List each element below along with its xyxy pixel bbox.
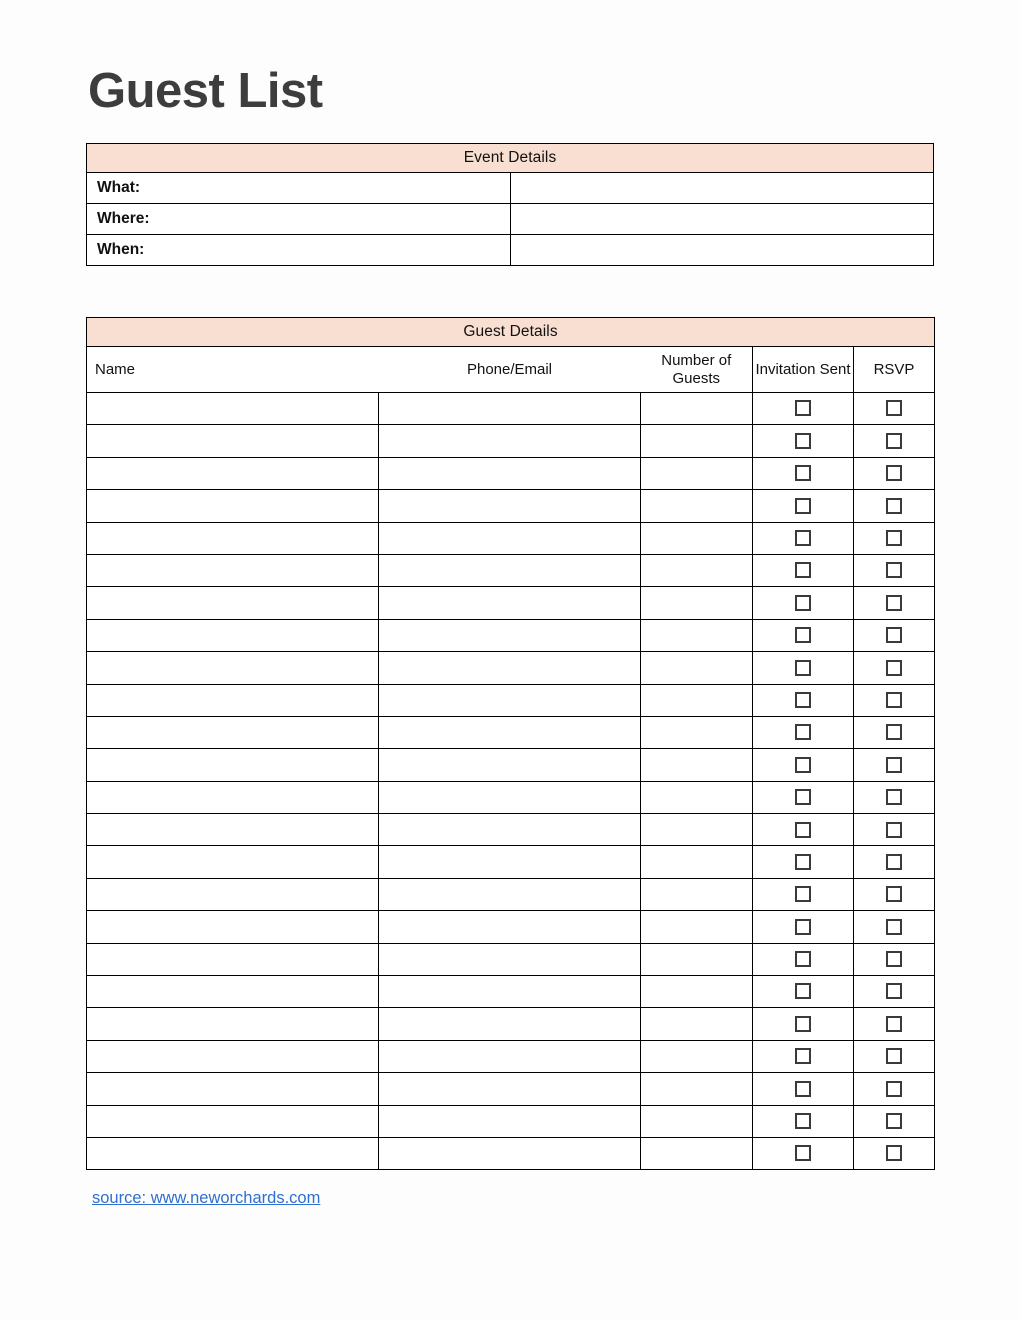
guest-cell-name[interactable]	[87, 522, 379, 554]
guest-cell-name[interactable]	[87, 878, 379, 910]
rsvp-checkbox[interactable]	[886, 595, 902, 611]
guest-cell-rsvp[interactable]	[854, 652, 935, 684]
guest-cell-rsvp[interactable]	[854, 393, 935, 425]
guest-cell-rsvp[interactable]	[854, 587, 935, 619]
guest-cell-rsvp[interactable]	[854, 1105, 935, 1137]
guest-cell-invitation[interactable]	[753, 457, 854, 489]
guest-cell-rsvp[interactable]	[854, 749, 935, 781]
invitation-sent-checkbox[interactable]	[795, 854, 811, 870]
guest-cell-rsvp[interactable]	[854, 619, 935, 651]
guest-cell-contact[interactable]	[379, 457, 641, 489]
event-row-what	[87, 173, 934, 204]
guest-column-header-row	[87, 347, 935, 393]
table-row	[87, 781, 935, 813]
rsvp-checkbox[interactable]	[886, 627, 902, 643]
guest-details-header-row	[87, 318, 935, 347]
invitation-sent-checkbox[interactable]	[795, 465, 811, 481]
guest-cell-invitation[interactable]	[753, 846, 854, 878]
guest-cell-contact[interactable]	[379, 749, 641, 781]
guest-cell-invitation[interactable]	[753, 1008, 854, 1040]
guest-cell-num_guests[interactable]	[641, 749, 753, 781]
event-value-where[interactable]	[510, 204, 934, 235]
guest-cell-num_guests[interactable]	[641, 587, 753, 619]
guest-cell-num_guests[interactable]	[641, 425, 753, 457]
guest-cell-name[interactable]	[87, 781, 379, 813]
guest-cell-contact[interactable]	[379, 1040, 641, 1072]
event-row-when	[87, 235, 934, 266]
guest-cell-num_guests[interactable]	[641, 716, 753, 748]
guest-cell-name[interactable]	[87, 846, 379, 878]
guest-cell-invitation[interactable]	[753, 1105, 854, 1137]
guest-cell-contact[interactable]	[379, 393, 641, 425]
invitation-sent-checkbox[interactable]	[795, 433, 811, 449]
guest-cell-num_guests[interactable]	[641, 1137, 753, 1169]
guest-cell-num_guests[interactable]	[641, 554, 753, 586]
guest-cell-num_guests[interactable]	[641, 457, 753, 489]
guest-cell-contact[interactable]	[379, 1008, 641, 1040]
invitation-sent-checkbox[interactable]	[795, 627, 811, 643]
guest-cell-num_guests[interactable]	[641, 943, 753, 975]
table-row	[87, 976, 935, 1008]
guest-cell-name[interactable]	[87, 814, 379, 846]
guest-cell-invitation[interactable]	[753, 393, 854, 425]
table-row	[87, 554, 935, 586]
table-row	[87, 1137, 935, 1169]
rsvp-checkbox[interactable]	[886, 789, 902, 805]
guest-cell-invitation[interactable]	[753, 781, 854, 813]
guest-cell-invitation[interactable]	[753, 716, 854, 748]
guest-cell-invitation[interactable]	[753, 684, 854, 716]
guest-cell-contact[interactable]	[379, 943, 641, 975]
invitation-sent-checkbox[interactable]	[795, 724, 811, 740]
invitation-sent-checkbox[interactable]	[795, 1016, 811, 1032]
guest-cell-rsvp[interactable]	[854, 846, 935, 878]
event-details-body	[87, 144, 934, 266]
guest-cell-rsvp[interactable]	[854, 1008, 935, 1040]
guest-cell-rsvp[interactable]	[854, 1040, 935, 1072]
guest-cell-rsvp[interactable]	[854, 522, 935, 554]
table-row	[87, 878, 935, 910]
event-details-table	[86, 143, 934, 266]
rsvp-checkbox[interactable]	[886, 854, 902, 870]
guest-cell-num_guests[interactable]	[641, 652, 753, 684]
invitation-sent-checkbox[interactable]	[795, 919, 811, 935]
guest-cell-contact[interactable]	[379, 1137, 641, 1169]
rsvp-checkbox[interactable]	[886, 660, 902, 676]
guest-cell-rsvp[interactable]	[854, 976, 935, 1008]
rsvp-checkbox[interactable]	[886, 1145, 902, 1161]
rsvp-checkbox[interactable]	[886, 530, 902, 546]
table-row	[87, 457, 935, 489]
guest-cell-num_guests[interactable]	[641, 619, 753, 651]
table-row	[87, 943, 935, 975]
guest-cell-num_guests[interactable]	[641, 490, 753, 522]
invitation-sent-checkbox[interactable]	[795, 595, 811, 611]
rsvp-checkbox[interactable]	[886, 498, 902, 514]
page-title: Guest List	[88, 64, 323, 118]
guest-cell-contact[interactable]	[379, 1073, 641, 1105]
guest-cell-num_guests[interactable]	[641, 878, 753, 910]
rsvp-checkbox[interactable]	[886, 465, 902, 481]
event-value-when[interactable]	[510, 235, 934, 266]
guest-cell-name[interactable]	[87, 911, 379, 943]
table-row	[87, 684, 935, 716]
guest-details-header: Guest Details	[87, 318, 935, 347]
guest-cell-rsvp[interactable]	[854, 457, 935, 489]
table-row	[87, 1073, 935, 1105]
guest-cell-invitation[interactable]	[753, 587, 854, 619]
rsvp-checkbox[interactable]	[886, 724, 902, 740]
column-header-number-of-guests: Number of Guests	[641, 347, 753, 393]
guest-cell-name[interactable]	[87, 1137, 379, 1169]
event-details-header-row	[87, 144, 934, 173]
rsvp-checkbox[interactable]	[886, 983, 902, 999]
guest-cell-invitation[interactable]	[753, 878, 854, 910]
table-row	[87, 814, 935, 846]
guest-cell-contact[interactable]	[379, 878, 641, 910]
table-row	[87, 911, 935, 943]
guest-cell-invitation[interactable]	[753, 1137, 854, 1169]
guest-cell-name[interactable]	[87, 619, 379, 651]
column-header-phone-email: Phone/Email	[379, 347, 641, 393]
guest-cell-invitation[interactable]	[753, 522, 854, 554]
guest-cell-rsvp[interactable]	[854, 814, 935, 846]
invitation-sent-checkbox[interactable]	[795, 983, 811, 999]
invitation-sent-checkbox[interactable]	[795, 660, 811, 676]
guest-cell-contact[interactable]	[379, 522, 641, 554]
table-row	[87, 619, 935, 651]
invitation-sent-checkbox[interactable]	[795, 1145, 811, 1161]
rsvp-checkbox[interactable]	[886, 433, 902, 449]
guest-cell-invitation[interactable]	[753, 1073, 854, 1105]
table-row	[87, 749, 935, 781]
guest-cell-rsvp[interactable]	[854, 554, 935, 586]
guest-cell-rsvp[interactable]	[854, 716, 935, 748]
event-row-where	[87, 204, 934, 235]
guest-cell-contact[interactable]	[379, 781, 641, 813]
guest-cell-contact[interactable]	[379, 911, 641, 943]
guest-cell-contact[interactable]	[379, 554, 641, 586]
table-row	[87, 1105, 935, 1137]
guest-cell-invitation[interactable]	[753, 911, 854, 943]
guest-cell-name[interactable]	[87, 684, 379, 716]
guest-cell-num_guests[interactable]	[641, 911, 753, 943]
rsvp-checkbox[interactable]	[886, 400, 902, 416]
guest-cell-rsvp[interactable]	[854, 1137, 935, 1169]
guest-cell-contact[interactable]	[379, 846, 641, 878]
rsvp-checkbox[interactable]	[886, 1048, 902, 1064]
event-label-when: When:	[87, 235, 511, 266]
rsvp-checkbox[interactable]	[886, 1081, 902, 1097]
rsvp-checkbox[interactable]	[886, 1113, 902, 1129]
guest-cell-num_guests[interactable]	[641, 393, 753, 425]
invitation-sent-checkbox[interactable]	[795, 562, 811, 578]
invitation-sent-checkbox[interactable]	[795, 789, 811, 805]
source-link[interactable]: source: www.neworchards.com	[92, 1189, 321, 1207]
rsvp-checkbox[interactable]	[886, 692, 902, 708]
guest-cell-num_guests[interactable]	[641, 522, 753, 554]
guest-cell-contact[interactable]	[379, 814, 641, 846]
rsvp-checkbox[interactable]	[886, 562, 902, 578]
guest-cell-name[interactable]	[87, 457, 379, 489]
guest-cell-name[interactable]	[87, 1040, 379, 1072]
guest-cell-rsvp[interactable]	[854, 425, 935, 457]
guest-cell-name[interactable]	[87, 425, 379, 457]
invitation-sent-checkbox[interactable]	[795, 498, 811, 514]
guest-cell-num_guests[interactable]	[641, 1105, 753, 1137]
guest-cell-num_guests[interactable]	[641, 846, 753, 878]
guest-cell-contact[interactable]	[379, 425, 641, 457]
guest-cell-name[interactable]	[87, 716, 379, 748]
guest-cell-rsvp[interactable]	[854, 1073, 935, 1105]
guest-cell-invitation[interactable]	[753, 490, 854, 522]
guest-cell-num_guests[interactable]	[641, 684, 753, 716]
guest-cell-name[interactable]	[87, 490, 379, 522]
rsvp-checkbox[interactable]	[886, 1016, 902, 1032]
guest-cell-contact[interactable]	[379, 587, 641, 619]
invitation-sent-checkbox[interactable]	[795, 757, 811, 773]
guest-cell-rsvp[interactable]	[854, 911, 935, 943]
invitation-sent-checkbox[interactable]	[795, 530, 811, 546]
guest-cell-invitation[interactable]	[753, 554, 854, 586]
table-row	[87, 490, 935, 522]
guest-cell-name[interactable]	[87, 1105, 379, 1137]
guest-cell-rsvp[interactable]	[854, 781, 935, 813]
guest-cell-name[interactable]	[87, 652, 379, 684]
guest-cell-name[interactable]	[87, 1073, 379, 1105]
guest-cell-name[interactable]	[87, 976, 379, 1008]
guest-cell-num_guests[interactable]	[641, 1008, 753, 1040]
guest-cell-rsvp[interactable]	[854, 943, 935, 975]
guest-cell-contact[interactable]	[379, 716, 641, 748]
table-row	[87, 587, 935, 619]
guest-cell-invitation[interactable]	[753, 619, 854, 651]
invitation-sent-checkbox[interactable]	[795, 886, 811, 902]
guest-cell-name[interactable]	[87, 943, 379, 975]
guest-cell-name[interactable]	[87, 749, 379, 781]
rsvp-checkbox[interactable]	[886, 919, 902, 935]
guest-cell-contact[interactable]	[379, 652, 641, 684]
table-row	[87, 846, 935, 878]
guest-cell-num_guests[interactable]	[641, 976, 753, 1008]
guest-details-table	[86, 317, 935, 1170]
guest-cell-contact[interactable]	[379, 976, 641, 1008]
table-row	[87, 652, 935, 684]
guest-cell-num_guests[interactable]	[641, 781, 753, 813]
guest-cell-num_guests[interactable]	[641, 814, 753, 846]
guest-cell-rsvp[interactable]	[854, 684, 935, 716]
guest-cell-invitation[interactable]	[753, 943, 854, 975]
table-row	[87, 393, 935, 425]
guest-details-body	[87, 393, 935, 1170]
event-label-what: What:	[87, 173, 511, 204]
table-row	[87, 425, 935, 457]
invitation-sent-checkbox[interactable]	[795, 1113, 811, 1129]
guest-cell-contact[interactable]	[379, 619, 641, 651]
guest-cell-contact[interactable]	[379, 1105, 641, 1137]
guest-cell-name[interactable]	[87, 1008, 379, 1040]
guest-cell-contact[interactable]	[379, 490, 641, 522]
guest-cell-contact[interactable]	[379, 684, 641, 716]
guest-cell-num_guests[interactable]	[641, 1073, 753, 1105]
rsvp-checkbox[interactable]	[886, 757, 902, 773]
guest-cell-num_guests[interactable]	[641, 1040, 753, 1072]
rsvp-checkbox[interactable]	[886, 822, 902, 838]
table-row	[87, 1040, 935, 1072]
table-row	[87, 1008, 935, 1040]
guest-cell-name[interactable]	[87, 393, 379, 425]
invitation-sent-checkbox[interactable]	[795, 822, 811, 838]
guest-cell-invitation[interactable]	[753, 1040, 854, 1072]
rsvp-checkbox[interactable]	[886, 886, 902, 902]
event-value-what[interactable]	[510, 173, 934, 204]
guest-cell-invitation[interactable]	[753, 976, 854, 1008]
event-details-header: Event Details	[87, 144, 934, 173]
guest-cell-invitation[interactable]	[753, 652, 854, 684]
guest-cell-invitation[interactable]	[753, 425, 854, 457]
guest-cell-rsvp[interactable]	[854, 878, 935, 910]
guest-cell-name[interactable]	[87, 554, 379, 586]
guest-details-head	[87, 318, 935, 393]
invitation-sent-checkbox[interactable]	[795, 1081, 811, 1097]
table-row	[87, 716, 935, 748]
invitation-sent-checkbox[interactable]	[795, 692, 811, 708]
rsvp-checkbox[interactable]	[886, 951, 902, 967]
event-label-where: Where:	[87, 204, 511, 235]
invitation-sent-checkbox[interactable]	[795, 1048, 811, 1064]
invitation-sent-checkbox[interactable]	[795, 951, 811, 967]
guest-cell-invitation[interactable]	[753, 749, 854, 781]
guest-cell-invitation[interactable]	[753, 814, 854, 846]
guest-cell-rsvp[interactable]	[854, 490, 935, 522]
table-row	[87, 522, 935, 554]
column-header-rsvp: RSVP	[854, 347, 935, 393]
guest-cell-name[interactable]	[87, 587, 379, 619]
column-header-name: Name	[87, 347, 379, 393]
invitation-sent-checkbox[interactable]	[795, 400, 811, 416]
column-header-invitation-sent: Invitation Sent	[753, 347, 854, 393]
